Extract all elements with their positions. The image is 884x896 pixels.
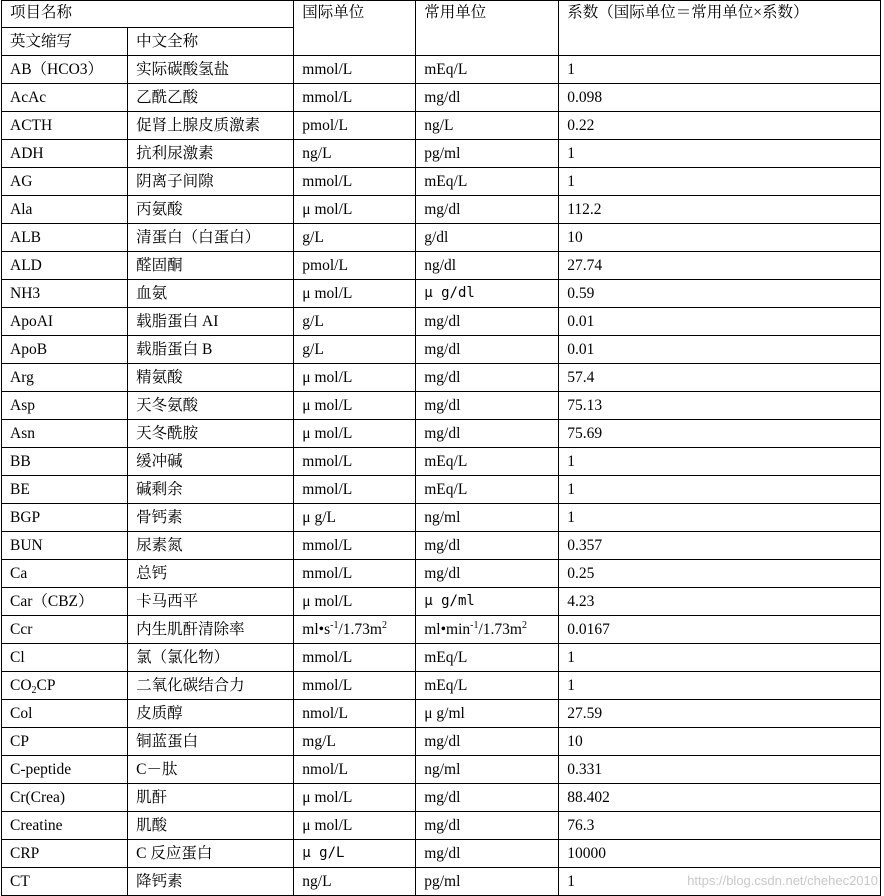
unit-part: /1.73m — [338, 621, 382, 638]
cell-factor: 0.331 — [559, 756, 881, 784]
cell-si-unit: ng/L — [294, 140, 416, 168]
cell-factor: 1 — [559, 504, 881, 532]
cell-factor: 1 — [559, 140, 881, 168]
table-row — [2, 308, 881, 336]
table-row — [2, 644, 881, 672]
cell-common-unit: mg/dl — [416, 532, 559, 560]
cell-common-unit — [416, 616, 559, 644]
cell-factor: 27.59 — [559, 700, 881, 728]
cell-factor: 1 — [559, 476, 881, 504]
header-item-name: 项目名称 — [2, 1, 294, 28]
table-row — [2, 392, 881, 420]
cell-abbr: C-peptide — [2, 756, 128, 784]
cell-factor: 0.22 — [559, 112, 881, 140]
cell-common-unit: g/dl — [416, 224, 559, 252]
table-row — [2, 784, 881, 812]
cell-factor: 0.01 — [559, 336, 881, 364]
header-factor: 系数（国际单位＝常用单位×系数） — [559, 1, 881, 56]
table-row — [2, 476, 881, 504]
cell-si-unit: μ mol/L — [294, 420, 416, 448]
cell-si-unit: μ mol/L — [294, 196, 416, 224]
cell-si-unit — [294, 616, 416, 644]
cell-factor: 0.01 — [559, 308, 881, 336]
cell-factor: 1 — [559, 868, 881, 896]
cell-abbr: Cr(Crea) — [2, 784, 128, 812]
table-row — [2, 224, 881, 252]
cell-abbr: CRP — [2, 840, 128, 868]
cell-si-unit: nmol/L — [294, 756, 416, 784]
table-row — [2, 280, 881, 308]
table-row — [2, 420, 881, 448]
cell-abbr: AcAc — [2, 84, 128, 112]
cell-factor: 88.402 — [559, 784, 881, 812]
unit-part: 2 — [521, 620, 527, 631]
cell-common-unit: mg/dl — [416, 840, 559, 868]
cell-full-name: 二氧化碳结合力 — [128, 672, 294, 700]
cell-full-name: 肌酸 — [128, 812, 294, 840]
cell-factor: 10 — [559, 224, 881, 252]
header-full-name: 中文全称 — [128, 28, 294, 56]
cell-factor: 10 — [559, 728, 881, 756]
cell-common-unit: ng/ml — [416, 756, 559, 784]
cell-si-unit: mmol/L — [294, 168, 416, 196]
unit-part: -1 — [470, 620, 479, 631]
cell-si-unit: mmol/L — [294, 672, 416, 700]
cell-full-name: C－肽 — [128, 756, 294, 784]
table-row — [2, 672, 881, 700]
cell-abbr: Ala — [2, 196, 128, 224]
table-row — [2, 196, 881, 224]
cell-common-unit: μ g/ml — [416, 588, 559, 616]
cell-factor: 1 — [559, 672, 881, 700]
cell-abbr: ApoB — [2, 336, 128, 364]
cell-full-name: 载脂蛋白 B — [128, 336, 294, 364]
table-row — [2, 616, 881, 644]
header-common-unit: 常用单位 — [416, 1, 559, 56]
cell-abbr: Creatine — [2, 812, 128, 840]
table-row — [2, 504, 881, 532]
cell-full-name: 内生肌酐清除率 — [128, 616, 294, 644]
cell-si-unit: g/L — [294, 224, 416, 252]
cell-abbr: BB — [2, 448, 128, 476]
cell-si-unit: mmol/L — [294, 84, 416, 112]
unit-part: /1.73m — [478, 621, 522, 638]
cell-common-unit: mg/dl — [416, 420, 559, 448]
cell-factor: 75.69 — [559, 420, 881, 448]
cell-full-name: 天冬酰胺 — [128, 420, 294, 448]
table-row — [2, 336, 881, 364]
cell-abbr: AG — [2, 168, 128, 196]
cell-si-unit: μ mol/L — [294, 588, 416, 616]
table-row — [2, 812, 881, 840]
cell-si-unit: μ mol/L — [294, 392, 416, 420]
cell-full-name: 总钙 — [128, 560, 294, 588]
table-row — [2, 532, 881, 560]
cell-common-unit: ng/L — [416, 112, 559, 140]
cell-full-name: 实际碳酸氢盐 — [128, 56, 294, 84]
cell-factor: 1 — [559, 168, 881, 196]
cell-factor: 75.13 — [559, 392, 881, 420]
cell-si-unit: μ mol/L — [294, 364, 416, 392]
cell-si-unit: g/L — [294, 308, 416, 336]
cell-full-name: 天冬氨酸 — [128, 392, 294, 420]
cell-full-name: 皮质醇 — [128, 700, 294, 728]
cell-factor: 27.74 — [559, 252, 881, 280]
cell-full-name: C 反应蛋白 — [128, 840, 294, 868]
cell-common-unit: mg/dl — [416, 392, 559, 420]
cell-abbr: Arg — [2, 364, 128, 392]
cell-factor: 1 — [559, 644, 881, 672]
cell-si-unit: nmol/L — [294, 700, 416, 728]
cell-abbr: Asp — [2, 392, 128, 420]
cell-abbr: ALD — [2, 252, 128, 280]
cell-full-name: 丙氨酸 — [128, 196, 294, 224]
cell-full-name: 抗利尿激素 — [128, 140, 294, 168]
cell-full-name: 肌酐 — [128, 784, 294, 812]
table-row — [2, 140, 881, 168]
cell-si-unit: mmol/L — [294, 476, 416, 504]
cell-abbr: ACTH — [2, 112, 128, 140]
cell-si-unit: mmol/L — [294, 56, 416, 84]
table-row — [2, 168, 881, 196]
unit-part: ml•s — [302, 621, 331, 638]
cell-common-unit: mEq/L — [416, 56, 559, 84]
cell-abbr: BE — [2, 476, 128, 504]
cell-abbr: AB（HCO3） — [2, 56, 128, 84]
table-row — [2, 448, 881, 476]
unit-part: -1 — [330, 620, 339, 631]
cell-abbr: NH3 — [2, 280, 128, 308]
unit-conversion-table — [1, 0, 881, 896]
cell-factor: 0.098 — [559, 84, 881, 112]
cell-factor: 0.0167 — [559, 616, 881, 644]
cell-common-unit: ng/dl — [416, 252, 559, 280]
cell-abbr: Asn — [2, 420, 128, 448]
cell-factor: 4.23 — [559, 588, 881, 616]
cell-full-name: 骨钙素 — [128, 504, 294, 532]
cell-si-unit: μ g/L — [294, 840, 416, 868]
cell-abbr: Cl — [2, 644, 128, 672]
cell-abbr: Car（CBZ） — [2, 588, 128, 616]
table-row — [2, 560, 881, 588]
cell-full-name: 血氨 — [128, 280, 294, 308]
cell-abbr: Ccr — [2, 616, 128, 644]
cell-factor: 0.59 — [559, 280, 881, 308]
cell-factor: 112.2 — [559, 196, 881, 224]
cell-factor: 1 — [559, 448, 881, 476]
table-row — [2, 756, 881, 784]
header-abbr: 英文缩写 — [2, 28, 128, 56]
table-row — [2, 840, 881, 868]
cell-full-name: 醛固酮 — [128, 252, 294, 280]
table-row — [2, 728, 881, 756]
cell-common-unit: mg/dl — [416, 728, 559, 756]
cell-common-unit: pg/ml — [416, 140, 559, 168]
cell-si-unit: mmol/L — [294, 560, 416, 588]
cell-abbr: BUN — [2, 532, 128, 560]
cell-full-name: 清蛋白（白蛋白） — [128, 224, 294, 252]
cell-common-unit: mEq/L — [416, 448, 559, 476]
cell-common-unit: μ g/dl — [416, 280, 559, 308]
table-row — [2, 56, 881, 84]
cell-si-unit: mmol/L — [294, 532, 416, 560]
cell-factor: 76.3 — [559, 812, 881, 840]
cell-si-unit: μ mol/L — [294, 784, 416, 812]
table-row — [2, 252, 881, 280]
cell-common-unit: mg/dl — [416, 196, 559, 224]
table-row — [2, 364, 881, 392]
table-row — [2, 84, 881, 112]
cell-full-name: 卡马西平 — [128, 588, 294, 616]
cell-full-name: 碱剩余 — [128, 476, 294, 504]
cell-abbr: ADH — [2, 140, 128, 168]
cell-common-unit: mg/dl — [416, 308, 559, 336]
cell-common-unit: mg/dl — [416, 812, 559, 840]
cell-common-unit: mEq/L — [416, 476, 559, 504]
watermark: https://blog.csdn.net/chehec2010 — [687, 873, 878, 888]
cell-abbr: Col — [2, 700, 128, 728]
cell-common-unit: mg/dl — [416, 364, 559, 392]
cell-abbr: BGP — [2, 504, 128, 532]
unit-part: 2 — [381, 620, 387, 631]
cell-full-name: 铜蓝蛋白 — [128, 728, 294, 756]
cell-full-name: 尿素氮 — [128, 532, 294, 560]
cell-full-name: 缓冲碱 — [128, 448, 294, 476]
cell-common-unit: μ g/ml — [416, 700, 559, 728]
cell-si-unit: ng/L — [294, 868, 416, 896]
cell-si-unit: pmol/L — [294, 112, 416, 140]
cell-factor: 0.25 — [559, 560, 881, 588]
cell-common-unit: mg/dl — [416, 84, 559, 112]
cell-full-name: 阴离子间隙 — [128, 168, 294, 196]
unit-part: CO — [10, 677, 32, 694]
cell-common-unit: mEq/L — [416, 644, 559, 672]
cell-si-unit: mmol/L — [294, 448, 416, 476]
header-si-unit: 国际单位 — [294, 1, 416, 56]
cell-full-name: 氯（氯化物） — [128, 644, 294, 672]
cell-si-unit: g/L — [294, 336, 416, 364]
unit-part: ml•min — [424, 621, 471, 638]
unit-part: 2 — [31, 685, 37, 696]
cell-factor: 0.357 — [559, 532, 881, 560]
cell-full-name: 促肾上腺皮质激素 — [128, 112, 294, 140]
cell-common-unit: mg/dl — [416, 784, 559, 812]
unit-part: CP — [36, 677, 56, 694]
cell-si-unit: μ mol/L — [294, 280, 416, 308]
cell-abbr: Ca — [2, 560, 128, 588]
cell-common-unit: mEq/L — [416, 672, 559, 700]
cell-full-name: 降钙素 — [128, 868, 294, 896]
cell-abbr: ApoAI — [2, 308, 128, 336]
cell-si-unit: mg/L — [294, 728, 416, 756]
cell-si-unit: μ mol/L — [294, 812, 416, 840]
cell-si-unit: μ g/L — [294, 504, 416, 532]
cell-abbr: ALB — [2, 224, 128, 252]
cell-si-unit: mmol/L — [294, 644, 416, 672]
cell-abbr: CP — [2, 728, 128, 756]
cell-common-unit: mEq/L — [416, 168, 559, 196]
cell-full-name: 载脂蛋白 AI — [128, 308, 294, 336]
cell-factor: 57.4 — [559, 364, 881, 392]
cell-abbr — [2, 672, 128, 700]
table-row — [2, 112, 881, 140]
cell-si-unit: pmol/L — [294, 252, 416, 280]
cell-common-unit: ng/ml — [416, 504, 559, 532]
table-row — [2, 588, 881, 616]
cell-full-name: 精氨酸 — [128, 364, 294, 392]
cell-abbr: CT — [2, 868, 128, 896]
cell-full-name: 乙酰乙酸 — [128, 84, 294, 112]
cell-common-unit: mg/dl — [416, 560, 559, 588]
cell-common-unit: mg/dl — [416, 336, 559, 364]
cell-factor: 1 — [559, 56, 881, 84]
cell-factor: 10000 — [559, 840, 881, 868]
cell-common-unit: pg/ml — [416, 868, 559, 896]
header-row — [2, 1, 881, 28]
table-row — [2, 700, 881, 728]
